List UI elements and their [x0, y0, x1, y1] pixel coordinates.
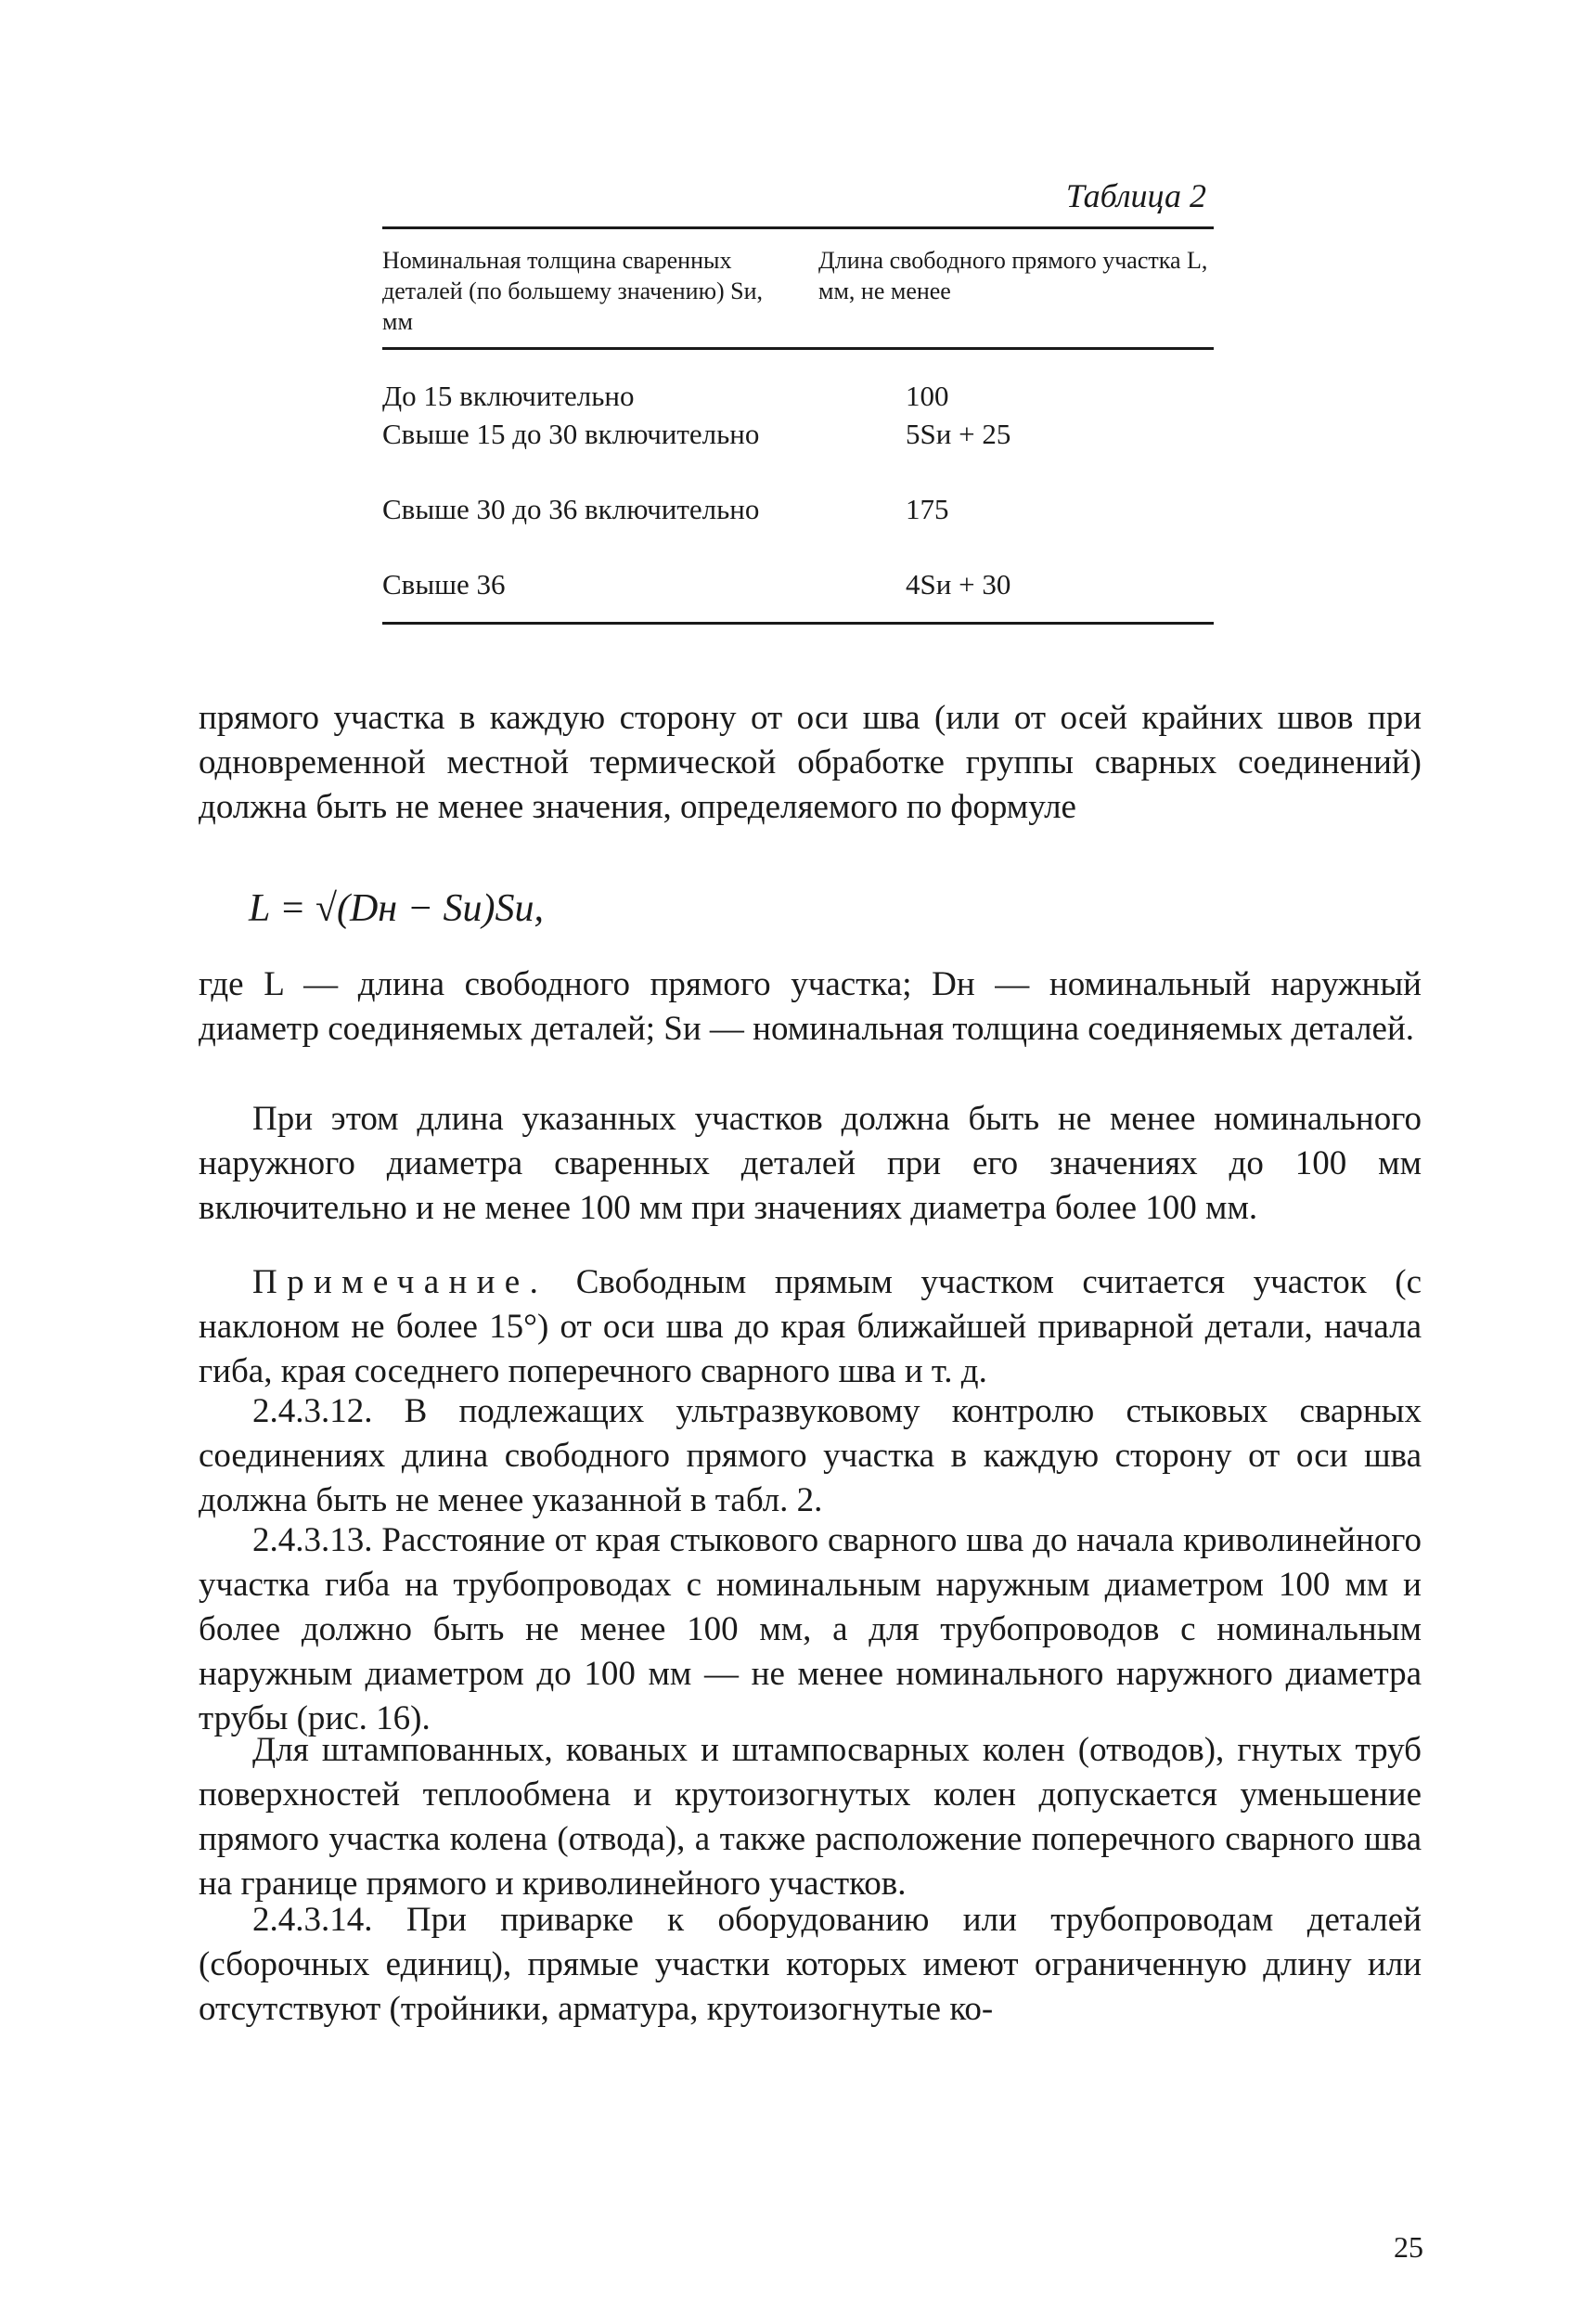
formula: L = √(Dн − Sи)Sи, — [249, 887, 544, 930]
table-caption: Таблица 2 — [1065, 177, 1206, 214]
table-cell-length: 175 — [906, 493, 949, 525]
note-text: Свободным прямым участком считается участок (с наклоном не более 15°) от оси шва до края ближайшей приварной детали, начала гиба, края соседнего поперечного сварного шва и т. д. — [199, 1263, 1422, 1390]
table-cell-length: 5Sи + 25 — [906, 418, 1011, 450]
paragraph-2-4-3-13: 2.4.3.13. Расстояние от края стыкового сварного шва до начала криволинейного участка гиба на трубопроводах с номинальным наружным диаметром 100 мм и более должно быть не менее 100 мм, а для трубопроводов с номинальным наружным диаметром до 100 мм — не менее номинального наружного диаметра трубы (рис. 16). — [199, 1521, 1422, 1737]
table-cell-thickness: Свыше 36 — [382, 568, 506, 600]
table-bottom-rule — [382, 622, 1214, 625]
paragraph-bends: Для штампованных, кованых и штампосварных колен (отводов), гнутых труб поверхностей теплообмена и крутоизогнутых колен допускается уменьшение прямого участка колена (отвода), а также расположение поперечного сварного шва на границе прямого и криволинейного участков. — [199, 1731, 1422, 1903]
table-cell-length: 100 — [906, 380, 949, 412]
paragraph-length-requirement: При этом длина указанных участков должна быть не менее номинального наружного диаметра сваренных деталей при его значениях до 100 мм включительно и не менее 100 мм при значениях диаметра более 100 мм. — [199, 1100, 1422, 1227]
table-cell-length: 4Sи + 30 — [906, 568, 1011, 600]
paragraph-definitions: где L — длина свободного прямого участка; Dн — номинальный наружный диаметр соединяемых деталей; Sи — номинальная толщина соединяемых деталей. — [199, 965, 1422, 1048]
table-header-length: Длина свободного прямого участка L, мм, не менее — [818, 247, 1208, 304]
table-cell-thickness: Свыше 15 до 30 включительно — [382, 418, 760, 450]
paragraph-2-4-3-12: 2.4.3.12. В подлежащих ультразвуковому контролю стыковых сварных соединениях длина свободного прямого участка в каждую сторону от оси шва должна быть не менее указанной в табл. 2. — [199, 1392, 1422, 1519]
note-label: Примечание. — [252, 1263, 548, 1301]
table-header-rule — [382, 347, 1214, 350]
page-number: 25 — [1394, 2230, 1423, 2264]
paragraph-continuation: прямого участка в каждую сторону от оси шва (или от осей крайних швов при одновременной местной термической обработке группы сварных соединений) должна быть не менее значения, определяемого по формуле — [199, 699, 1422, 826]
paragraph-2-4-3-14: 2.4.3.14. При приварке к оборудованию или трубопроводам деталей (сборочных единиц), прямые участки которых имеют ограниченную длину или отсутствуют (тройники, арматура, крутоизогнутые ко- — [199, 1901, 1422, 2028]
table-cell-thickness: Свыше 30 до 36 включительно — [382, 493, 760, 525]
paragraph-note — [199, 1260, 1422, 1394]
table-top-rule — [382, 226, 1214, 229]
table-header-thickness: Номинальная толщина сваренных деталей (по большему значению) Sи, мм — [382, 247, 764, 335]
table-cell-thickness: До 15 включительно — [382, 380, 635, 412]
